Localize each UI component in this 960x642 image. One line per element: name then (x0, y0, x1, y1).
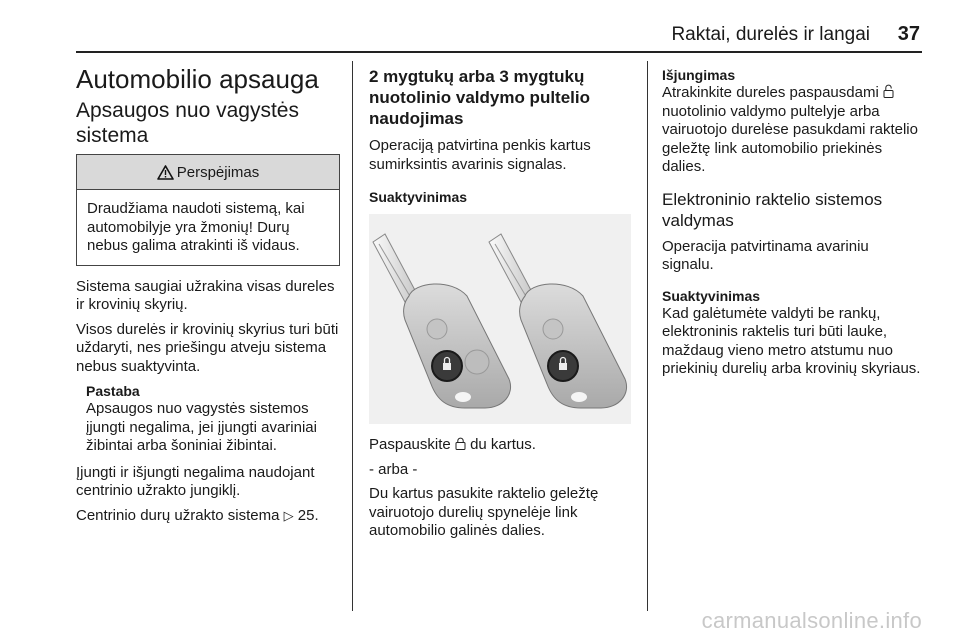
column-divider-2 (647, 61, 648, 611)
column-3 (662, 62, 924, 385)
activation-label: Suaktyvinimas (369, 189, 468, 205)
warning-title: Perspėjimas (176, 163, 260, 181)
warning-triangle-icon (157, 165, 174, 180)
warning-header (77, 155, 339, 190)
key-fob-left (373, 234, 511, 408)
paragraph: Kad galėtumėte valdyti be rankų, elektroninis raktelis turi būti lauke, maždaug vieno metro atstumu nuo priekinių durelių arba krovinių skyriaus. (662, 304, 921, 377)
column-divider-1 (352, 61, 353, 611)
key-fob-illustration (369, 214, 631, 424)
key-fob-pair-image (369, 214, 631, 424)
page-ref-arrow-icon: ▷ (283, 507, 294, 523)
activation-label: Suaktyvinimas (662, 287, 761, 304)
running-header-title: Raktai, durelės ir langai (671, 24, 870, 45)
paragraph: Įjungti ir išjungti negalima naudojant centrinio užrakto jungiklį. (76, 463, 315, 499)
unlock-text: Atrakinkite dureles paspausdami (662, 84, 879, 101)
paragraph (662, 84, 924, 177)
deactivation-label: Išjungimas (662, 67, 736, 83)
paragraph: - arba - (369, 460, 418, 478)
paragraph: Operaciją patvirtina penkis kartus sumirksintis avarinis signalas. (369, 137, 591, 173)
cross-reference[interactable] (76, 507, 342, 526)
header-rule (76, 51, 922, 53)
page-number: 37 (897, 23, 920, 45)
reference-page: 25. (297, 506, 319, 524)
note-text: Apsaugos nuo vagystės sistemos įjungti negalima, jei įjungti avariniai žibintai arba šoniniai žibintai. (86, 400, 317, 454)
press-count-text: du kartus. (470, 436, 536, 453)
column-2 (369, 62, 635, 547)
warning-box (76, 154, 340, 266)
note-block (86, 382, 342, 456)
paragraph: Du kartus pasukite raktelio geležtę vairuotojo durelių spynelėje link automobilio galinės dalies. (369, 485, 599, 539)
paragraph: Visos durelės ir krovinių skyrius turi būti uždaryti, nes priešingu atveju sistema nebus suaktyvinta. (76, 320, 339, 375)
subsection-title: 2 mygtukų arba 3 mygtukų nuotolinio valdymo pultelio naudojimas (369, 67, 590, 128)
unlock-button-icon (883, 84, 894, 98)
paragraph: Sistema saugiai užrakina visas dureles ir krovinių skyrių. (76, 277, 335, 313)
paragraph: Operacija patvirtinama avariniu signalu. (662, 237, 869, 273)
unlock-text-cont: nuotolinio valdymo pultelyje arba vairuotojo durelėse pasukdami raktelio geležtę link automobilio priekinės dalies. (662, 102, 918, 175)
section-title: Apsaugos nuo vagystės sistema (76, 99, 299, 147)
paragraph (369, 436, 635, 455)
press-text: Paspauskite (369, 436, 451, 453)
subsection-title: Elektroninio raktelio sistemos valdymas (662, 189, 883, 230)
chapter-title: Automobilio apsauga (76, 64, 319, 94)
watermark: carmanualsonline.info (701, 608, 922, 633)
lock-button-icon (455, 437, 466, 450)
warning-text: Draudžiama naudoti sistemą, kai automobilyje yra žmonių! Durų nebus galima atrakinti iš vidaus. (87, 200, 305, 254)
reference-text: Centrinio durų užrakto sistema (76, 506, 280, 524)
note-label: Pastaba (86, 383, 140, 399)
column-1 (76, 62, 342, 531)
